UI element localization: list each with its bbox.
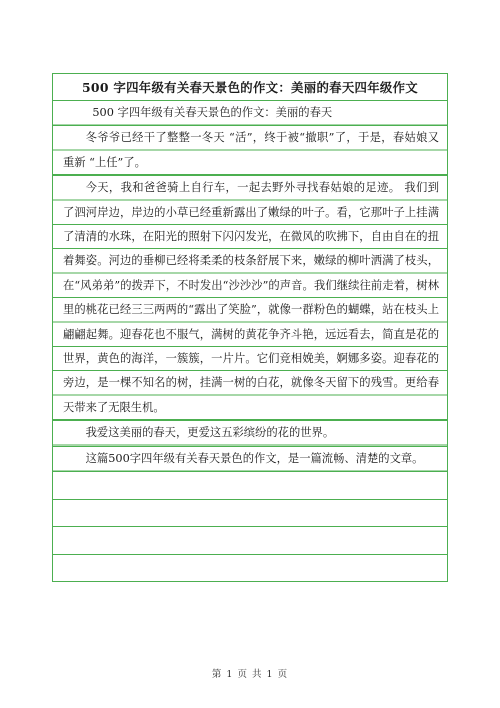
paragraph-text: 500 字四年级有关春天景色的作文：美丽的春天 [92, 106, 333, 119]
blank-ruled-row [53, 500, 447, 528]
paragraph-text: 今天，我和爸爸骑上自行车，一起去野外寻找春姑娘的足迹。 我们到了泗河岸边，岸边的小草已经重新露出了嫩绿的叶子。看，它那叶子上挂满了清清的水珠，在阳光的照射下闪闪发光，在微风的吹拂下，自由自在的扭着舞姿。河边的垂柳已经将柔柔的枝条舒展下来，嫩绿的柳叶洒满了枝头，在“风弟弟”的拨弄下，不时发出“沙沙沙”的声音。我们继续往前走着，树林里的桃花已经三三两两的“露出了笑脸”，就像一群粉色的蝴蝶，站在枝头上翩翩起舞。迎春花也不服气，满树的黄花争齐斗艳，远远看去，简直是花的世界，黄色的海洋，一簇簇，一片片。它们竞相娩美，婀娜多姿。迎春花的旁边，是一棵不知名的树，挂满一树的白花，就像冬天留下的残雪。更给春天带来了无限生机。 [63, 181, 439, 414]
page-number-footer: 第 1 页 共 1 页 [211, 669, 289, 680]
document-title: 500 字四年级有关春天景色的作文：美丽的春天四年级作文 [53, 74, 447, 101]
essay-paragraph-2 [53, 176, 447, 421]
paragraph-text: 冬爷爷已经干了整整一冬天 “活”，终于被“撤职”了，于是，春姑娘又重新 “上任”了。 [63, 131, 439, 169]
blank-ruled-row [53, 527, 447, 555]
essay-paragraph-4 [53, 447, 447, 472]
blank-ruled-row [53, 472, 447, 500]
essay-subtitle [53, 101, 447, 126]
essay-paragraph-3 [53, 421, 447, 446]
paragraph-text: 这篇500字四年级有关春天景色的作文，是一篇流畅、清楚的文章。 [85, 451, 424, 465]
essay-sheet [52, 73, 448, 582]
paragraph-text: 我爱这美丽的春天，更爱这五彩缤纷的花的世界。 [85, 426, 335, 440]
blank-ruled-row [53, 555, 447, 582]
essay-paragraph-1 [53, 126, 447, 176]
